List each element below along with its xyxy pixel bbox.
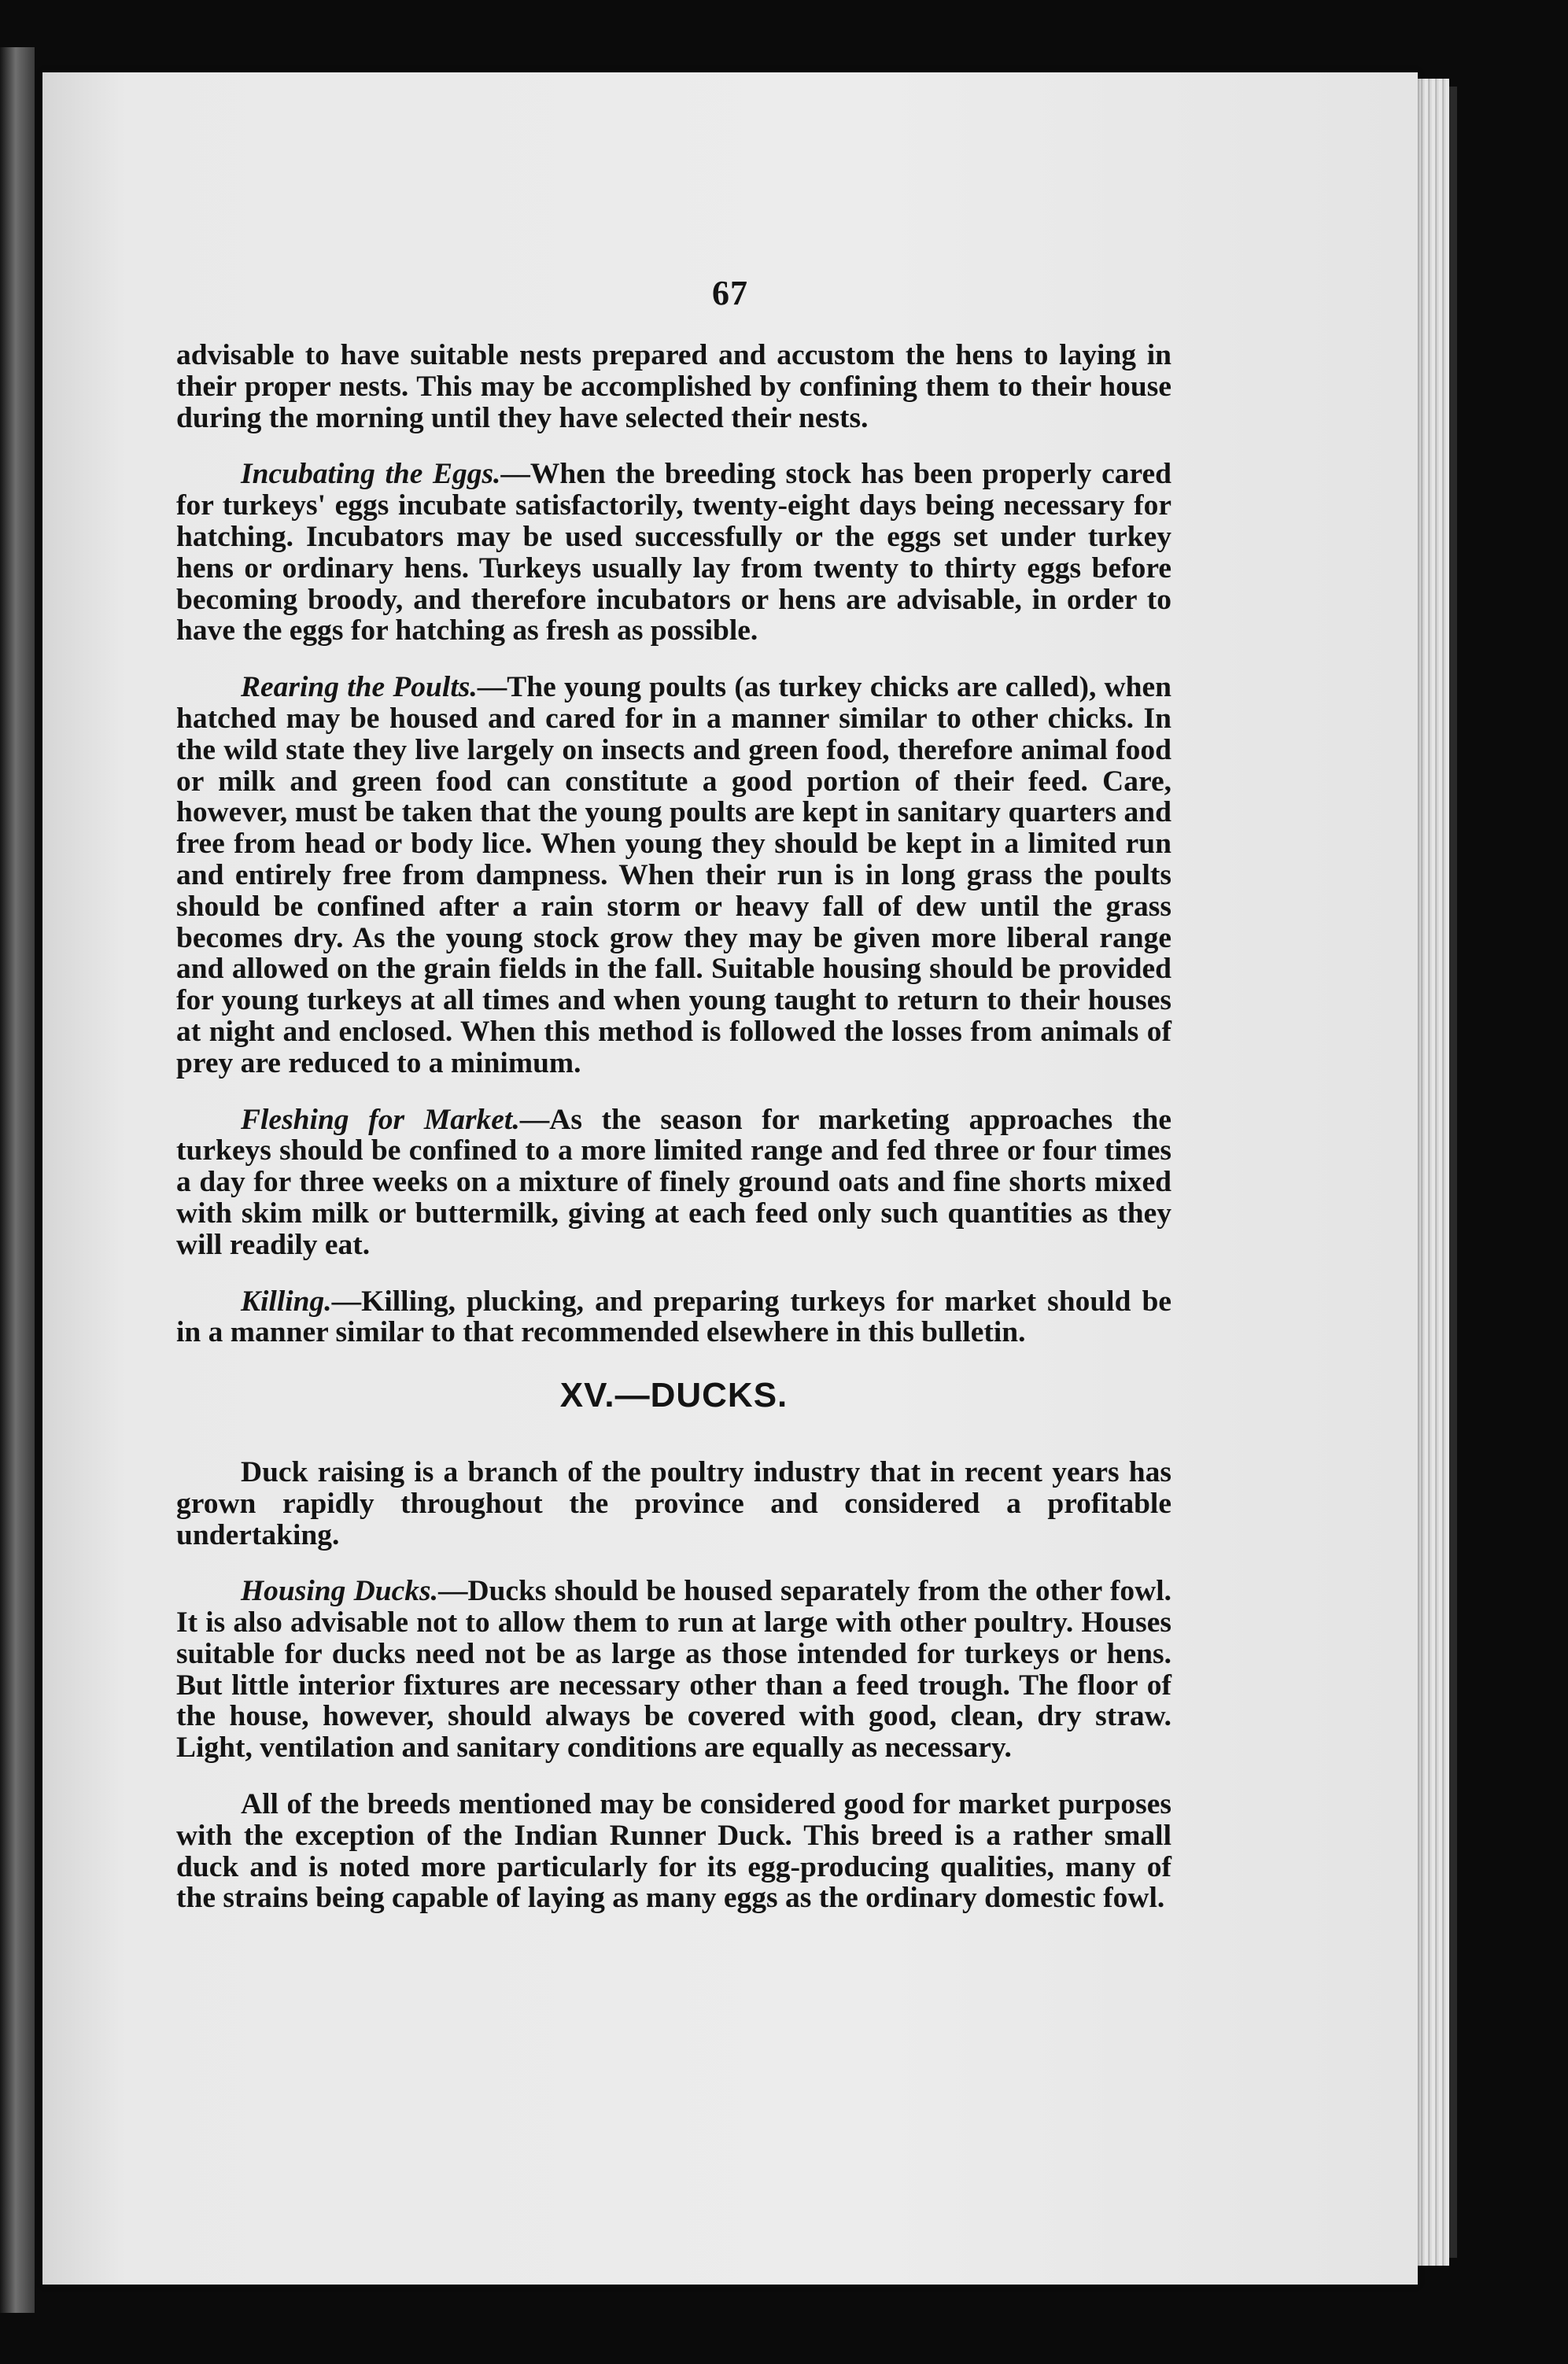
section-title: XV.—DUCKS.: [559, 1376, 788, 1415]
paragraph-subheading: Incubating the Eggs.: [241, 458, 501, 491]
paragraph-fleshing: [176, 1105, 1171, 1261]
paragraph-incubating: [176, 459, 1171, 647]
page-stack-edges: [1418, 79, 1449, 2266]
paragraph-text: —When the breeding stock has been properly cared for turkeys' eggs incubate satisfactorily, twenty-eight days being necessary for hatching. Incubators may be used successfully or the eggs set under turkey hens or ordinary hens. Turkeys usually lay from twenty to thirty eggs before becoming broody, and therefore incubators or hens are advisable, in order to have the eggs for hatching as fresh as possible.: [176, 458, 1171, 647]
paragraph-rearing: [176, 672, 1171, 1079]
paragraph-text: All of the breeds mentioned may be considered good for market purposes with the exception of the Indian Runner Duck. This breed is a rather small duck and is noted more particularly for its egg-producing qualities, many of the strains being capable of laying as many eggs as the ordinary domestic fowl.: [176, 1788, 1171, 1915]
paragraph-subheading: Fleshing for Market.: [241, 1103, 520, 1136]
adjacent-page-edge: [0, 47, 35, 2313]
paragraph-text: advisable to have suitable nests prepared and accustom the hens to laying in their proper nests. This may be accomplished by confining them to their house during the morning until they have selected their nests.: [176, 339, 1171, 434]
page-edge-shadow: [1449, 87, 1457, 2258]
paragraph-text: —As the season for marketing approaches the turkeys should be confined to a more limited range and fed three or four times a day for three weeks on a mixture of finely ground oats and fine shorts mixed with skim milk or buttermilk, giving at each feed only such quantities as they will readily eat.: [176, 1103, 1171, 1261]
page-number: 67: [712, 274, 748, 312]
paragraph-text: —Killing, plucking, and preparing turkeys for market should be in a manner similar to that recommended elsewhere in this bulletin.: [176, 1285, 1171, 1349]
paragraph-killing: [176, 1286, 1171, 1349]
paragraph-text: —Ducks should be housed separately from the other fowl. It is also advisable not to allow them to run at large with other poultry. Houses suitable for ducks need not be as large as those intended for turkeys or hens. But little interior fixtures are necessary other than a feed trough. The floor of the house, however, should always be covered with good, clean, dry straw. Light, ventilation and sanitary conditions are equally as necessary.: [176, 1575, 1171, 1765]
paragraph-text: Duck raising is a branch of the poultry industry that in recent years has grown rapidly throughout the province and considered a profitable undertaking.: [176, 1455, 1171, 1551]
paragraph-continuation: [176, 340, 1171, 433]
paragraph-subheading: Rearing the Poults.: [241, 671, 478, 704]
paragraph-duck-raising: [176, 1457, 1171, 1551]
paragraph-breeds: [176, 1789, 1171, 1914]
book-page: [42, 72, 1418, 2285]
page-body: [176, 340, 1171, 1939]
paragraph-housing-ducks: [176, 1576, 1171, 1764]
paragraph-subheading: Killing.: [241, 1285, 332, 1318]
paragraph-subheading: Housing Ducks.: [241, 1575, 438, 1608]
paragraph-text: —The young poults (as turkey chicks are called), when hatched may be housed and cared for in a manner similar to other chicks. In the wild state they live largely on insects and green food, therefore animal food or milk and green food can constitute a good portion of their feed. Care, however, must be taken that the young poults are kept in sanitary quarters and free from head or body lice. When young they should be kept in a limited run and entirely free from dampness. When their run is in long grass the poults should be confined after a rain storm or heavy fall of dew until the grass becomes dry. As the young stock grow they may be given more liberal range and allowed on the grain fields in the fall. Suitable housing should be provided for young turkeys at all times and when young taught to return to their houses at night and enclosed. When this method is followed the losses from animals of prey are reduced to a minimum.: [176, 671, 1171, 1079]
